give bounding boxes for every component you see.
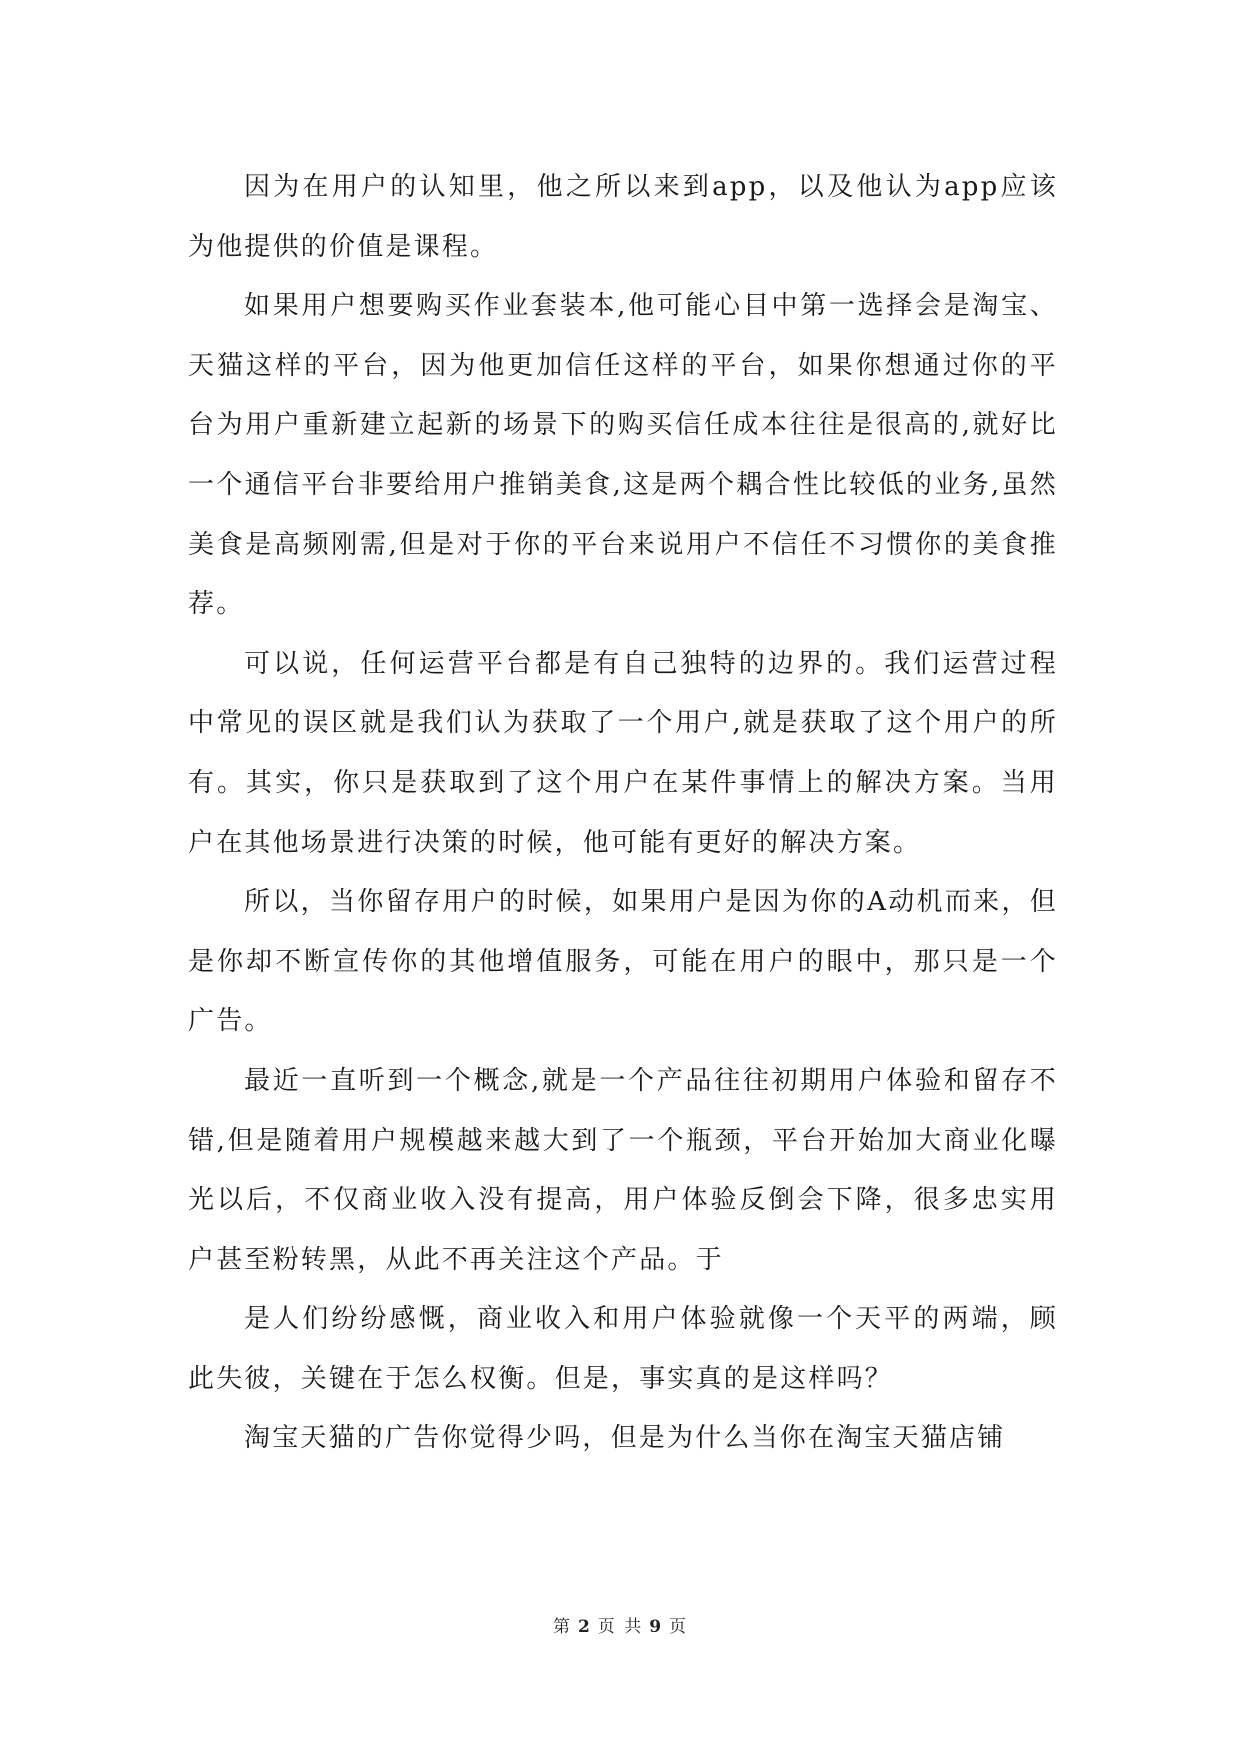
current-page-number: 2 — [577, 1617, 592, 1637]
paragraph-2: 如果用户想要购买作业套装本,他可能心目中第一选择会是淘宝、天猫这样的平台，因为他更加信任这样的平台，如果你想通过你的平台为用户重新建立起新的场景下的购买信任成本往往是很高的,就好比一个通信平台非要给用户推销美食,这是两个耦合性比较低的业务,虽然美食是高频刚需,但是对于你的平台来说用户不信任不习惯你的美食推荐。 — [188, 291, 1058, 620]
paragraph-5: 最近一直听到一个概念,就是一个产品往往初期用户体验和留存不错,但是随着用户规模越来越大到了一个瓶颈，平台开始加大商业化曝光以后，不仅商业收入没有提高，用户体验反倒会下降，很多忠实用户甚至粉转黑，从此不再关注这个产品。于 — [188, 1065, 1058, 1275]
paragraph-6: 是人们纷纷感慨，商业收入和用户体验就像一个天平的两端，顾此失彼，关键在于怎么权衡。但是，事实真的是这样吗？ — [188, 1304, 1058, 1394]
footer-prefix: 第 — [552, 1617, 572, 1637]
body-text — [188, 158, 1058, 1469]
paragraph-4: 所以，当你留存用户的时候，如果用户是因为你的A动机而来，但是你却不断宣传你的其他增值服务，可能在用户的眼中，那只是一个广告。 — [188, 887, 1058, 1037]
footer-suffix: 页 — [669, 1617, 689, 1637]
paragraph-7: 淘宝天猫的广告你觉得少吗，但是为什么当你在淘宝天猫店铺 — [244, 1423, 1006, 1454]
footer-middle: 页 共 — [597, 1617, 644, 1637]
page-footer — [0, 1612, 1241, 1637]
paragraph-3: 可以说，任何运营平台都是有自己独特的边界的。我们运营过程中常见的误区就是我们认为获取了一个用户,就是获取了这个用户的所有。其实，你只是获取到了这个用户在某件事情上的解决方案。当用户在其他场景进行决策的时候，他可能有更好的解决方案。 — [188, 648, 1058, 858]
paragraph-1: 因为在用户的认知里，他之所以来到app，以及他认为app应该为他提供的价值是课程。 — [188, 172, 1058, 262]
total-page-number: 9 — [649, 1617, 664, 1637]
